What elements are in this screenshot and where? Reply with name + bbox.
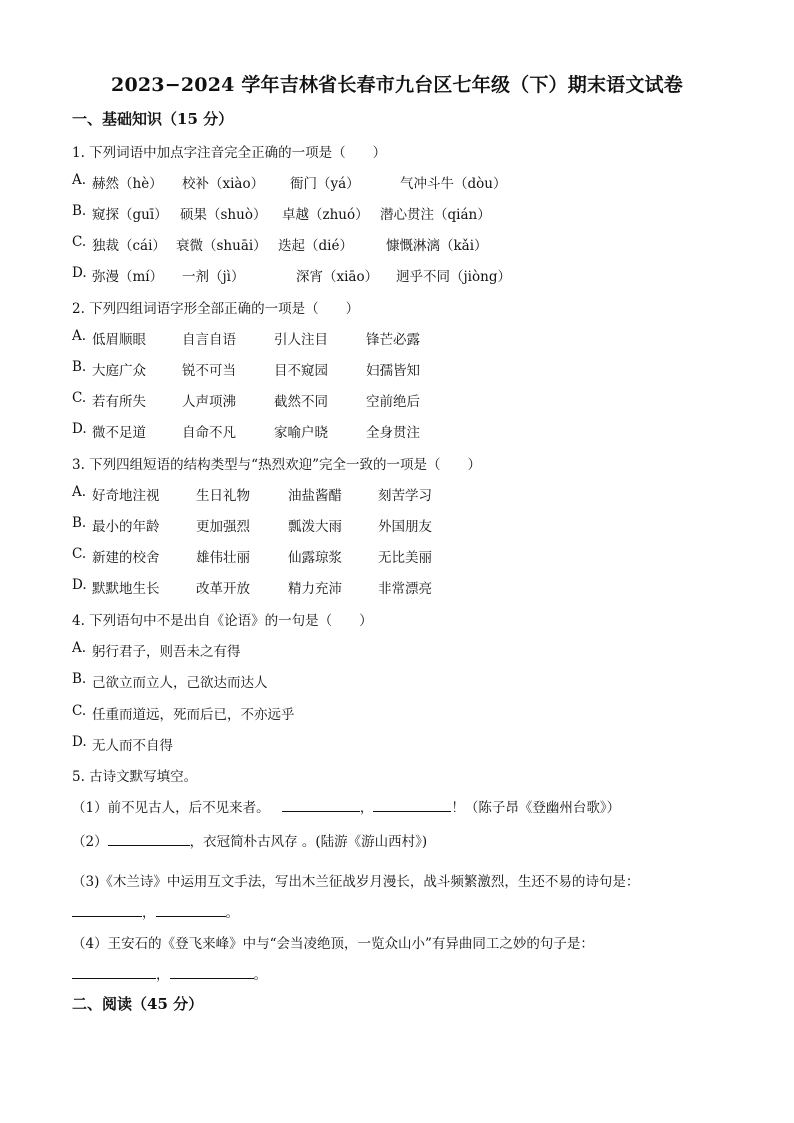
part-2-number: （2） — [72, 834, 108, 850]
question-4-stem: 4. 下列语句中不是出自《论语》的一句是（ ） — [72, 613, 373, 629]
option-item: 弥漫（mí） — [92, 269, 164, 285]
option-item: 家喻户晓 — [274, 425, 328, 441]
option-letter: C. — [72, 390, 87, 406]
answer-blank[interactable] — [170, 966, 254, 979]
question-5-part-3: （3)《木兰诗》中运用互文手法，写出木兰征战岁月漫长，战斗频繁激烈，生还不易的诗句是： — [72, 874, 640, 890]
option-item: 全身贯注 — [366, 425, 420, 441]
option-letter: D. — [72, 265, 87, 281]
separator: ， — [156, 967, 170, 983]
option-item: 引人注目 — [274, 332, 328, 348]
option-letter: A. — [72, 484, 87, 500]
option-item: 深宵（xiāo） — [296, 269, 379, 285]
option-text: 任重而道远，死而后已，不亦远乎 — [92, 707, 295, 723]
option-letter: D. — [72, 577, 87, 593]
option-item: 截然不同 — [274, 394, 328, 410]
option-letter: B. — [72, 203, 87, 219]
option-text: 躬行君子，则吾未之有得 — [92, 644, 241, 660]
question-5-part-3-answer — [72, 901, 239, 921]
terminator: 。 — [253, 967, 267, 983]
option-item: 气冲斗牛（dòu） — [400, 176, 507, 192]
option-letter: C. — [72, 703, 87, 719]
option-item: 生日礼物 — [196, 488, 250, 504]
answer-blank[interactable] — [108, 833, 190, 846]
option-letter: D. — [72, 421, 87, 437]
option-item: 油盐酱醋 — [288, 488, 342, 504]
option-item: 新建的校舍 — [92, 550, 160, 566]
option-item: 外国朋友 — [378, 519, 432, 535]
option-item: 微不足道 — [92, 425, 146, 441]
option-item: 衰微（shuāi） — [176, 238, 267, 254]
option-item: 最小的年龄 — [92, 519, 160, 535]
option-item: 改革开放 — [196, 581, 250, 597]
answer-blank[interactable] — [72, 904, 142, 917]
question-2-stem: 2. 下列四组词语字形全部正确的一项是（ ） — [72, 301, 360, 317]
section-heading-basics: 一、基础知识（15 分） — [72, 110, 234, 128]
option-letter: B. — [72, 359, 87, 375]
option-letter: A. — [72, 172, 87, 188]
option-item: 刻苦学习 — [378, 488, 432, 504]
option-item: 校补（xiào） — [182, 176, 265, 192]
question-5-stem: 5. 古诗文默写填空。 — [72, 769, 198, 785]
option-letter: C. — [72, 546, 87, 562]
option-item: 自言自语 — [182, 332, 236, 348]
option-item: 潜心贯注（qián） — [380, 207, 491, 223]
answer-blank[interactable] — [156, 904, 226, 917]
answer-blank[interactable] — [282, 799, 360, 812]
option-item: 仙露琼浆 — [288, 550, 342, 566]
option-item: 瓢泼大雨 — [288, 519, 342, 535]
question-5-part-1 — [72, 796, 620, 816]
option-item: 默默地生长 — [92, 581, 160, 597]
option-letter: B. — [72, 515, 87, 531]
option-item: 卓越（zhuó） — [282, 207, 369, 223]
separator: ， — [142, 905, 156, 921]
option-item: 非常漂亮 — [378, 581, 432, 597]
option-letter: D. — [72, 734, 87, 750]
option-item: 慷慨淋漓（kǎi） — [386, 238, 488, 254]
question-1-stem: 1. 下列词语中加点字注音完全正确的一项是（ ） — [72, 145, 387, 161]
option-item: 迥乎不同（jiòng） — [396, 269, 511, 285]
answer-blank[interactable] — [373, 799, 451, 812]
option-item: 锋芒必露 — [366, 332, 420, 348]
option-letter: A. — [72, 328, 87, 344]
option-letter: C. — [72, 234, 87, 250]
option-item: 低眉顺眼 — [92, 332, 146, 348]
question-5-part-4: （4）王安石的《登飞来峰》中与“会当凌绝顶，一览众山小”有异曲同工之妙的句子是： — [72, 936, 594, 952]
terminator: 。 — [225, 905, 239, 921]
option-item: 更加强烈 — [196, 519, 250, 535]
question-5-part-4-answer — [72, 963, 267, 983]
option-text: 己欲立而立人，己欲达而达人 — [92, 675, 268, 691]
option-item: 一剂（jì） — [182, 269, 245, 285]
option-item: 独裁（cái） — [92, 238, 166, 254]
option-item: 好奇地注视 — [92, 488, 160, 504]
option-item: 大庭广众 — [92, 363, 146, 379]
option-item: 精力充沛 — [288, 581, 342, 597]
option-item: 妇孺皆知 — [366, 363, 420, 379]
option-item: 迭起（dié） — [278, 238, 353, 254]
separator: ， — [359, 800, 374, 816]
option-text: 无人而不自得 — [92, 738, 173, 754]
option-item: 人声项沸 — [182, 394, 236, 410]
option-item: 空前绝后 — [366, 394, 420, 410]
part-2-text: ，衣冠简朴古风存 。(陆游《游山西村》) — [189, 834, 428, 850]
option-item: 无比美丽 — [378, 550, 432, 566]
option-item: 赫然（hè） — [92, 176, 163, 192]
answer-blank[interactable] — [72, 966, 156, 979]
page-title: 2023−2024 学年吉林省长春市九台区七年级（下）期末语文试卷 — [111, 74, 683, 96]
option-letter: B. — [72, 671, 87, 687]
option-item: 雄伟壮丽 — [196, 550, 250, 566]
option-item: 目不窥园 — [274, 363, 328, 379]
option-item: 自命不凡 — [182, 425, 236, 441]
option-item: 衙门（yá） — [290, 176, 360, 192]
option-item: 窥探（guī） — [92, 207, 168, 223]
option-item: 若有所失 — [92, 394, 146, 410]
part-1-prompt: （1）前不见古人，后不见来者。 — [72, 800, 270, 816]
option-letter: A. — [72, 640, 87, 656]
option-item: 锐不可当 — [182, 363, 236, 379]
section-heading-reading: 二、阅读（45 分） — [72, 995, 204, 1013]
question-3-stem: 3. 下列四组短语的结构类型与“热烈欢迎”完全一致的一项是（ ） — [72, 457, 481, 473]
option-item: 硕果（shuò） — [180, 207, 267, 223]
question-5-part-2 — [72, 830, 427, 850]
part-1-source: ！（陈子昂《登幽州台歌》） — [451, 800, 621, 816]
